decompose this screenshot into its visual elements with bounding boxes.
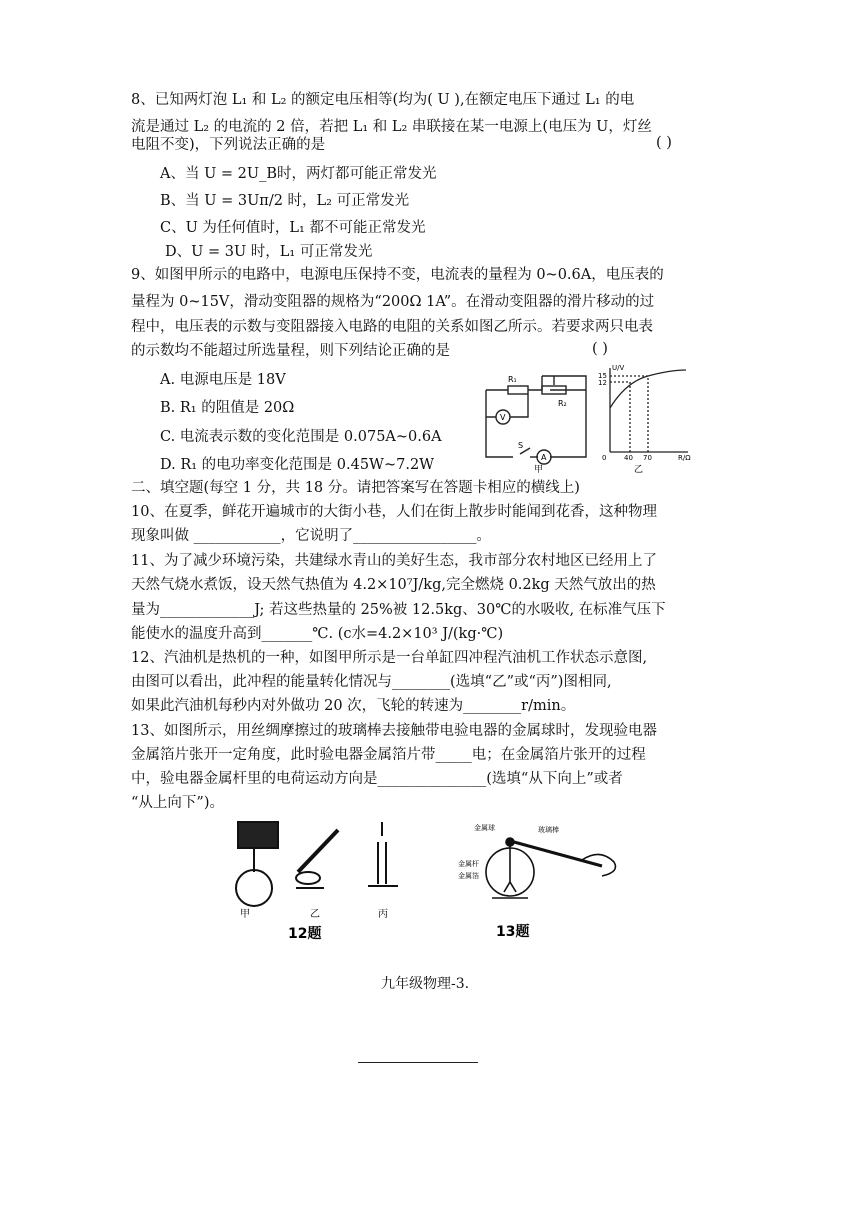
q11-line-3: 量为_____________J; 若这些热量的 25%被 12.5kg、30℃的水吸收, 在标准气压下 [131,602,666,618]
q12-line-3: 如果此汽油机每秒内对外做功 20 次，飞轮的转速为________r/min。 [131,698,576,714]
figure-12 [228,812,424,942]
label-r2: R₂ [558,399,567,408]
x-tick-40: 40 [624,454,633,462]
metal-foil [504,882,516,892]
q8-option-c: C、U 为任何值时，L₁ 都不可能正常发光 [160,220,426,236]
engine-cylinder [238,822,278,848]
q13-line-4: “从上向下”)。 [131,795,224,811]
y-label: U/V [612,364,625,372]
q12-line-1: 12、汽油机是热机的一种，如图甲所示是一台单缸四冲程汽油机工作状态示意图, [131,650,648,666]
glass-rod [514,842,602,866]
label-yi: 乙 [310,909,320,920]
q11-line-1: 11、为了减少环境污染，共建绿水青山的美好生态，我市部分农村地区已经用上了 [131,553,657,569]
caption-12: 12题 [288,926,322,942]
caption-jia: 甲 [534,465,544,474]
q11-line-4: 能使水的温度升高到_______℃. (c水=4.2×10³ J/(kg·℃) [131,626,504,642]
q12-line-2: 由图可以看出，此冲程的能量转化情况与________(选填“乙”或“丙”)图相同, [131,674,612,690]
footer-rule [358,1062,478,1063]
label-foil: 金属箔 [458,872,479,880]
q11-line-2: 天然气烧水煮饭，设天然气热值为 4.2×10⁷J/kg,完全燃烧 0.2kg 天然气放出的热 [131,577,656,593]
x-tick-70: 70 [643,454,652,462]
y-tick-15: 15 [598,372,607,380]
label-r1: R₁ [508,375,517,384]
label-glass-rod: 玻璃棒 [538,826,559,834]
q8-line-2: 流是通过 L₂ 的电流的 2 倍，若把 L₁ 和 L₂ 串联接在某一电源上(电压为 U，灯丝 [131,119,652,135]
label-a: A [541,453,547,462]
label-s: S [518,441,524,450]
label-ball: 金属球 [474,824,495,832]
y-tick-12: 12 [598,379,607,387]
circuit-diagram-jia [478,362,596,474]
cylinder-tube [378,842,386,884]
resistor-r1 [508,386,528,394]
q8-option-a: A、当 U = 2U_B时，两灯都可能正常发光 [160,166,437,182]
metal-ball [506,838,514,846]
q10-line-2: 现象叫做 ____________，它说明了_________________。 [131,528,491,544]
x-unit: R/Ω [678,454,691,462]
q9-option-c: C. 电流表示数的变化范围是 0.075A~0.6A [160,429,442,445]
q8-line-1: 8、已知两灯泡 L₁ 和 L₂ 的额定电压相等(均为( U ),在额定电压下通过 L₁ 的电 [131,92,635,108]
q9-line-3: 程中，电压表的示数与变阻器接入电路的电阻的关系如图乙所示。若要求两只电表 [131,319,653,335]
q13-line-3: 中，验电器金属杆里的电荷运动方向是_______________(选填“从下向上”或者 [131,771,623,787]
q8-option-d: D、U = 3U 时，L₁ 可正常发光 [165,244,373,260]
burner [296,872,320,884]
label-stem: 金属杆 [458,860,479,868]
q9-line-4: 的示数均不能超过所选量程，则下列结论正确的是 [131,343,450,359]
q8-answer-paren: ( ) [656,135,672,151]
engine-flywheel [236,870,272,906]
test-tube [298,830,338,872]
q9-line-1: 9、如图甲所示的电路中，电源电压保持不变，电流表的量程为 0~0.6A，电压表的 [131,267,664,283]
section-2-heading: 二、填空题(每空 1 分，共 18 分。请把答案写在答题卡相应的横线上) [131,480,580,496]
label-bing: 丙 [378,909,388,920]
q9-option-a: A. 电源电压是 18V [160,372,286,388]
q9-option-d: D. R₁ 的电功率变化范围是 0.45W~7.2W [160,457,435,473]
label-v: V [500,413,506,422]
q9-line-2: 量程为 0~15V，滑动变阻器的规格为“200Ω 1A”。在滑动变阻器的滑片移动的过 [131,294,655,310]
q13-line-2: 金属箔片张开一定角度，此时验电器金属箔片带_____电；在金属箔片张开的过程 [131,747,646,763]
q10-line-1: 10、在夏季，鲜花开遍城市的大街小巷，人们在街上散步时能闻到花香，这种物理 [131,504,657,520]
q8-option-b: B、当 U = 3Uπ/2 时，L₂ 可正常发光 [160,193,410,209]
label-jia: 甲 [240,909,250,920]
page-footer: 九年级物理-3. [381,976,470,992]
caption-13: 13题 [496,924,530,940]
caption-yi: 乙 [634,465,644,474]
q13-line-1: 13、如图所示，用丝绸摩擦过的玻璃棒去接触带电验电器的金属球时，发现验电器 [131,723,657,739]
graph-yi [596,362,706,474]
figure-13 [452,818,632,944]
x-tick-0: 0 [602,454,607,462]
q9-answer-paren: ( ) [592,341,608,357]
q8-line-3: 电阻不变)，下列说法正确的是 [131,137,326,153]
q9-option-b: B. R₁ 的阻值是 20Ω [160,400,295,416]
